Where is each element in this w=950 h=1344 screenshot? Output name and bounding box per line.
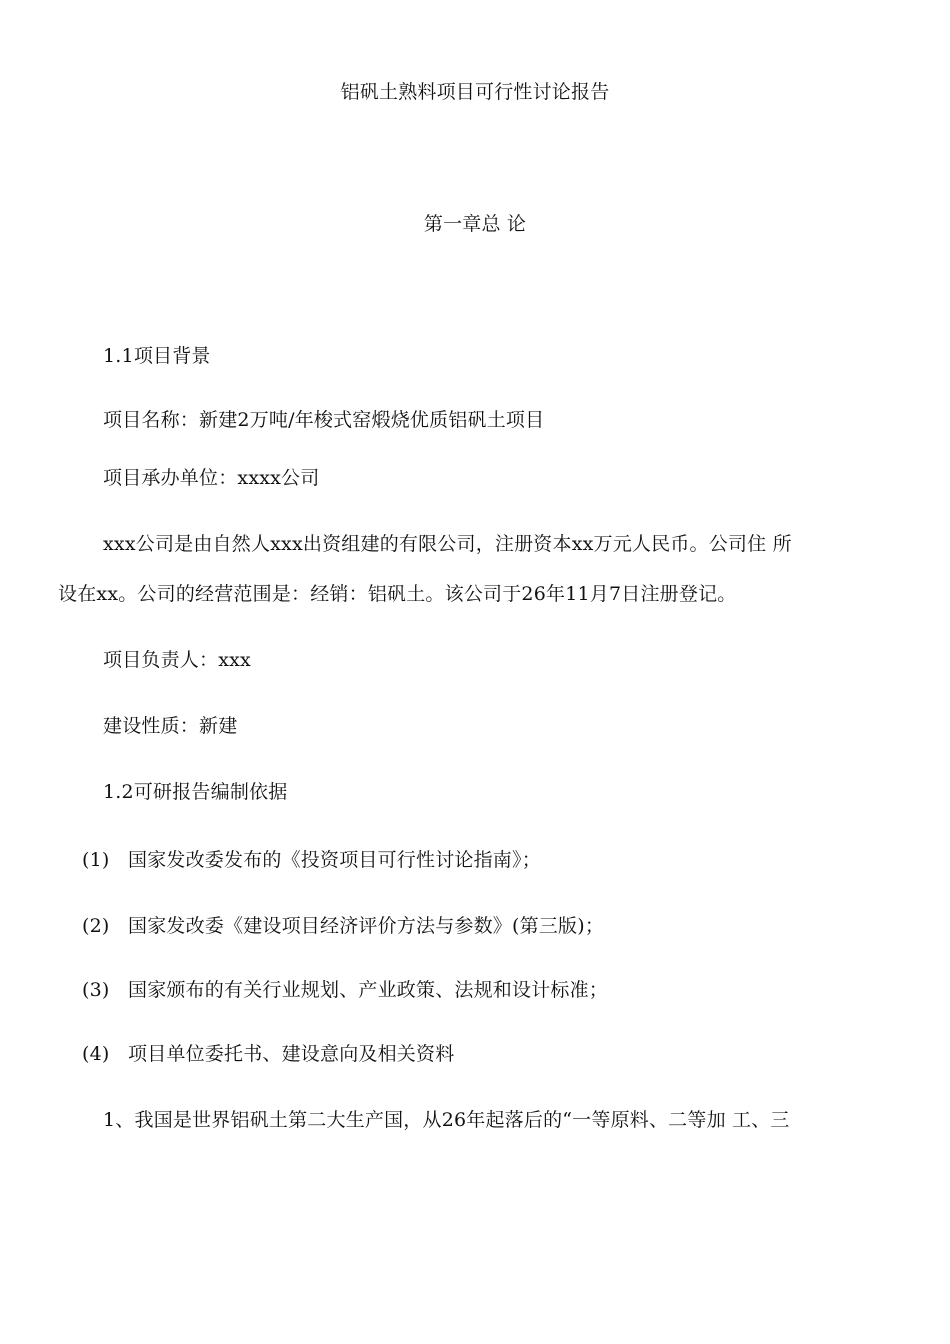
list-item-text: 国家发改委《建设项目经济评价方法与参数》(第三版)； [128,915,605,937]
chapter-heading: 第一章总 论 [423,213,527,235]
company-intro-line-1: xxx公司是由自然人xxx出资组建的有限公司，注册资本xx万元人民币。公司住 所 [103,533,792,555]
list-item-number: (2) [82,915,110,937]
section-heading-1-2: 1.2可研报告编制依据 [103,781,288,803]
undertaking-unit-line: 项目承办单位：xxxx公司 [103,467,320,489]
list-item-text: 国家颁布的有关行业规划、产业政策、法规和设计标准； [128,979,609,1001]
list-item-number: (3) [82,979,110,1001]
section-heading-1-1: 1.1项目背景 [103,345,211,367]
project-name-line: 项目名称：新建2万吨/年梭式窑煅烧优质铝矾土项目 [103,409,545,431]
construction-nature-line: 建设性质：新建 [103,715,238,737]
list-item-text: 国家发改委发布的《投资项目可行性讨论指南》； [128,849,541,871]
list-item-number: (1) [82,849,110,871]
basis-list-item [82,1042,454,1066]
list-item-text: 项目单位委托书、建设意向及相关资料 [128,1043,455,1065]
document-title: 铝矾土熟料项目可行性讨论报告 [340,81,610,103]
basis-list-item [82,848,541,872]
company-intro-line-2: 设在xx。公司的经营范围是：经销：铝矾土。该公司于26年11月7日注册登记。 [58,583,737,605]
body-paragraph: 1、我国是世界铝矾土第二大生产国，从26年起落后的“一等原料、二等加 工、三 [103,1109,790,1131]
project-leader-line: 项目负责人：xxx [103,649,251,671]
list-item-number: (4) [82,1043,110,1065]
basis-list-item [82,978,608,1002]
basis-list-item [82,914,604,938]
